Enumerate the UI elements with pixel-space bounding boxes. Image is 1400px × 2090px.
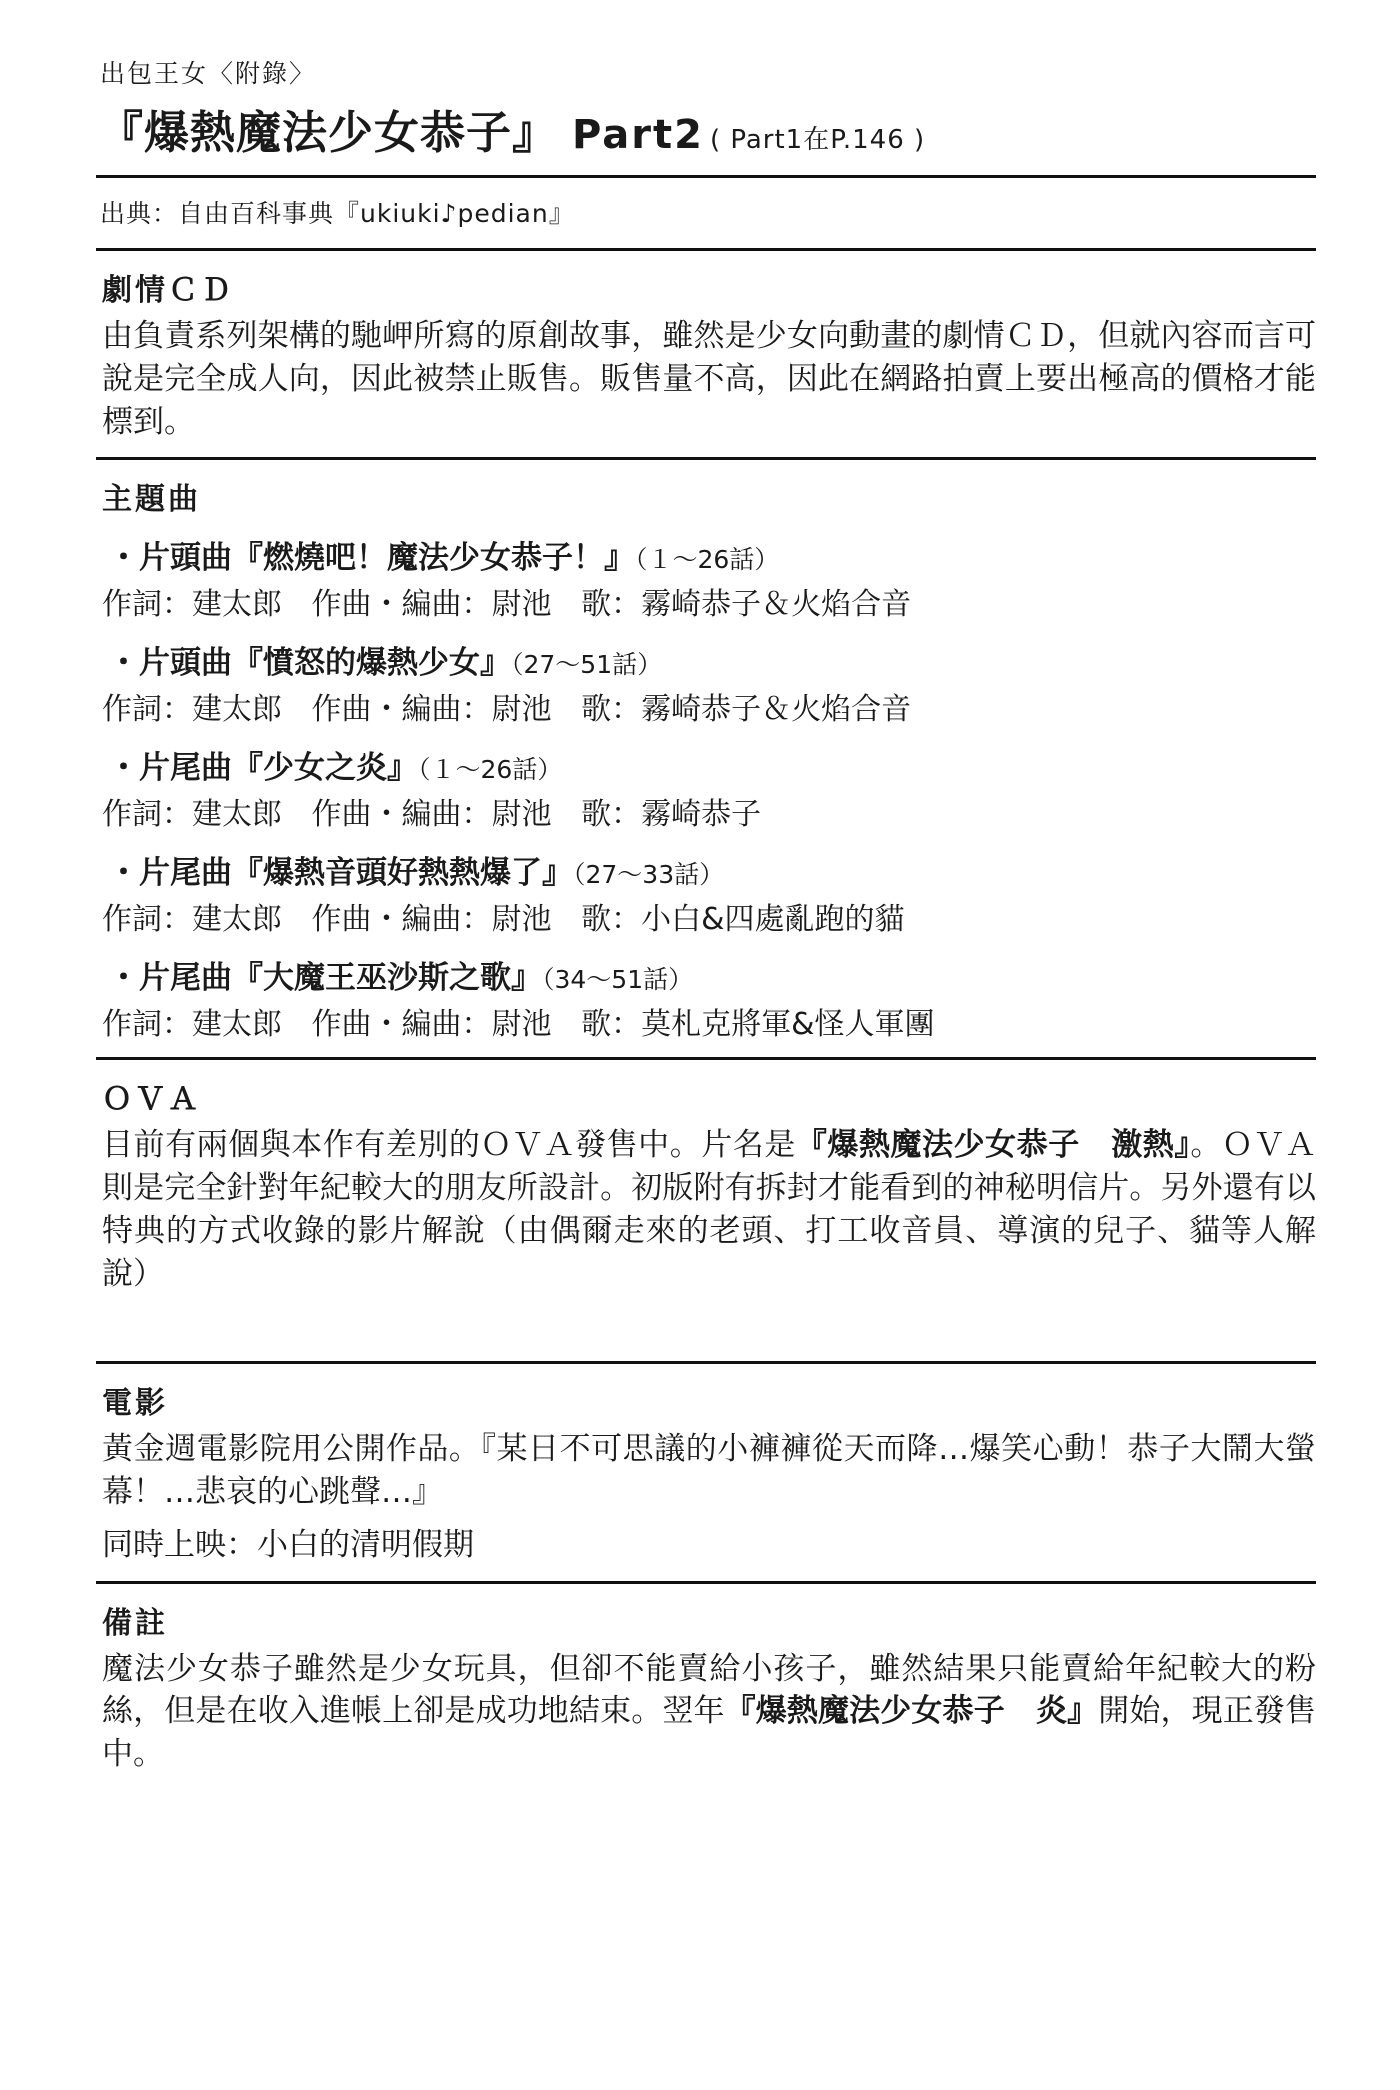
- song-credit-music: 作曲・編曲：尉池: [311, 692, 552, 728]
- song-title-text: ・片頭曲『燃燒吧！魔法少女恭子！』: [108, 540, 635, 577]
- title-part-text: Part2: [572, 112, 704, 158]
- song-entry: [96, 637, 1316, 728]
- song-title: [108, 742, 1316, 787]
- source-line: 出典：自由百科事典『ukiuki♪pedian』: [100, 199, 575, 228]
- notes-body-part2: 開始，現正發售中。: [102, 1693, 1317, 1773]
- ova-body-part2: 。ＯＶＡ則是完全針對年紀較大的朋友所設計。初版附有拆封才能看到的神秘明信片。另外還有以特典的方式收錄的影片解說（由偶爾走來的老頭、打工收音員、導演的兒子、貓等人解說）: [102, 1127, 1317, 1292]
- notes-body-part1: 魔法少女恭子雖然是少女玩具，但卻不能賣給小孩子，雖然結果只能賣給年紀較大的粉絲，但是在收入進帳上卻是成功地結束。翌年: [102, 1650, 1316, 1730]
- divider-under-ova: [96, 1361, 1316, 1364]
- song-credits: [102, 789, 1316, 833]
- song-credit-lyrics: 作詞：建太郎: [102, 797, 282, 833]
- song-credit-music: 作曲・編曲：尉池: [311, 902, 552, 938]
- song-credits: [102, 684, 1316, 728]
- song-title: [108, 637, 1316, 682]
- song-episode-range: （１～26話）: [418, 755, 563, 785]
- section-heading-drama-cd: 劇情ＣＤ: [102, 273, 234, 308]
- section-ova: [96, 1074, 1316, 1295]
- song-credit-lyrics: 作詞：建太郎: [102, 692, 282, 728]
- song-credits: [102, 894, 1316, 938]
- song-credit-vocal: 歌：霧崎恭子＆火焰合音: [581, 587, 912, 623]
- song-credit-vocal: 歌：小白&四處亂跑的貓: [581, 902, 905, 938]
- section-notes: [96, 1598, 1316, 1776]
- song-entry: [96, 847, 1316, 938]
- divider-under-movie: [96, 1581, 1316, 1584]
- section-heading-ova: ＯＶＡ: [102, 1082, 201, 1118]
- notes-title-bold: 『爆熱魔法少女恭子 炎』: [724, 1693, 1099, 1730]
- song-title-text: ・片尾曲『大魔王巫沙斯之歌』: [108, 960, 542, 997]
- song-title-text: ・片尾曲『爆熱音頭好熱熱爆了』: [108, 855, 573, 892]
- song-episode-range: （34～51話）: [542, 965, 694, 995]
- section-movie: [96, 1378, 1316, 1566]
- series-label: 出包王女〈附錄〉: [100, 59, 317, 88]
- spacer-before-movie: [96, 1305, 1316, 1347]
- ova-title-bold: 『爆熱魔法少女恭子 激熱』: [795, 1127, 1191, 1164]
- song-credits: [102, 579, 1316, 623]
- song-credit-vocal: 歌：霧崎恭子: [581, 797, 762, 833]
- song-credit-music: 作曲・編曲：尉池: [311, 587, 552, 623]
- ova-body-part1: 目前有兩個與本作有差別的ＯＶＡ發售中。片名是: [102, 1127, 796, 1164]
- divider-under-drama-cd: [96, 457, 1316, 460]
- song-credit-vocal: 歌：霧崎恭子＆火焰合音: [581, 692, 912, 728]
- section-body-notes: [102, 1648, 1316, 1776]
- section-heading-movie: 電影: [102, 1386, 168, 1422]
- divider-under-theme-songs: [96, 1057, 1316, 1060]
- song-credit-lyrics: 作詞：建太郎: [102, 902, 282, 938]
- song-credit-lyrics: 作詞：建太郎: [102, 1007, 282, 1043]
- song-episode-range: （27～33話）: [573, 860, 725, 890]
- song-credit-lyrics: 作詞：建太郎: [102, 587, 282, 623]
- song-entry: [96, 742, 1316, 833]
- song-credit-music: 作曲・編曲：尉池: [311, 797, 552, 833]
- song-title: [108, 952, 1316, 997]
- title-part-note: ( Part1在P.146 ): [709, 125, 926, 155]
- song-episode-range: （１～26話）: [635, 545, 780, 575]
- section-body-movie: 黃金週電影院用公開作品。『某日不可思議的小褲褲從天而降…爆笑心動！恭子大鬧大螢幕！…悲哀的心跳聲…』: [102, 1431, 1316, 1511]
- section-heading-theme-songs: 主題曲: [102, 482, 201, 518]
- page-title: [98, 96, 1316, 161]
- song-title: [108, 532, 1316, 577]
- section-body-ova: [102, 1124, 1316, 1295]
- section-body-movie-double-feature: 同時上映：小白的清明假期: [102, 1526, 474, 1563]
- song-credit-music: 作曲・編曲：尉池: [311, 1007, 552, 1043]
- divider-under-source: [96, 248, 1316, 251]
- section-body-drama-cd: 由負責系列架構的馳岬所寫的原創故事，雖然是少女向動畫的劇情ＣＤ，但就內容而言可說是完全成人向，因此被禁止販售。販售量不高，因此在網路拍賣上要出極高的價格才能標到。: [102, 318, 1316, 440]
- song-title-text: ・片尾曲『少女之炎』: [108, 750, 418, 787]
- section-heading-notes: 備註: [102, 1605, 168, 1641]
- song-title: [108, 847, 1316, 892]
- song-episode-range: （27～51話）: [511, 650, 663, 680]
- song-entry: [96, 952, 1316, 1043]
- divider-under-title: [96, 175, 1316, 178]
- song-credit-vocal: 歌：莫札克將軍&怪人軍團: [581, 1007, 935, 1043]
- song-credits: [102, 999, 1316, 1043]
- title-main-text: 『爆熱魔法少女恭子』: [98, 106, 559, 159]
- section-theme-songs: [96, 474, 1316, 1043]
- song-title-text: ・片頭曲『憤怒的爆熱少女』: [108, 645, 511, 682]
- section-drama-cd: [96, 265, 1316, 443]
- song-entry: [96, 532, 1316, 623]
